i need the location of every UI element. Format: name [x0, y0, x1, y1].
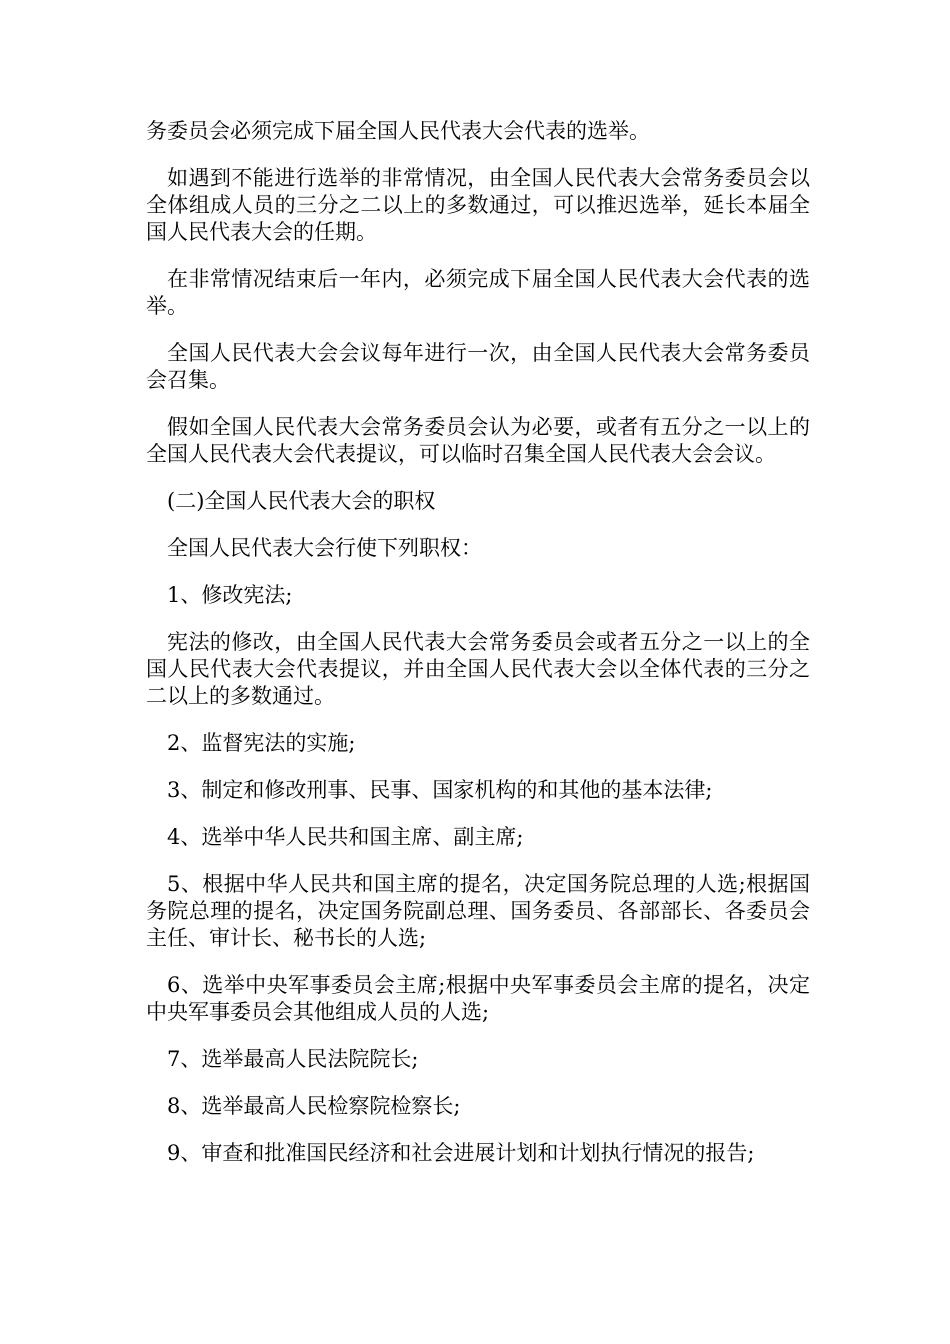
document-page — [146, 118, 810, 1187]
list-item-3: 3、制定和修改刑事、民事、国家机构的和其他的基本法律; — [167, 778, 713, 802]
paragraph-annual-session: 全国人民代表大会会议每年进行一次，由全国人民代表大会常务委员会召集。 — [146, 341, 810, 392]
list-item-2: 2、监督宪法的实施; — [167, 731, 356, 755]
list-item-4: 4、选举中华人民共和国主席、副主席; — [167, 825, 524, 849]
list-item-9: 9、审查和批准国民经济和社会进展计划和计划执行情况的报告; — [167, 1141, 755, 1165]
paragraph-election-deadline: 务委员会必须完成下届全国人民代表大会代表的选举。 — [146, 119, 650, 143]
list-item-1: 1、修改宪法; — [167, 583, 293, 607]
paragraph-postpone-election: 如遇到不能进行选举的非常情况，由全国人民代表大会常务委员会以全体组成人员的三分之二以上的多数通过，可以推迟选举，延长本届全国人民代表大会的任期。 — [146, 166, 810, 244]
list-item-6: 6、选举中央军事委员会主席;根据中央军事委员会主席的提名，决定中央军事委员会其他组成人员的人选; — [146, 973, 810, 1024]
paragraph-amendment: 宪法的修改，由全国人民代表大会常务委员会或者五分之一以上的全国人民代表大会代表提议，并由全国人民代表大会以全体代表的三分之二以上的多数通过。 — [146, 630, 810, 708]
paragraph-after-emergency: 在非常情况结束后一年内，必须完成下届全国人民代表大会代表的选举。 — [146, 267, 810, 318]
paragraph-powers-intro: 全国人民代表大会行使下列职权： — [167, 536, 482, 560]
list-item-5: 5、根据中华人民共和国主席的提名，决定国务院总理的人选;根据国务院总理的提名，决定国务院副总理、国务委员、各部部长、各委员会主任、审计长、秘书长的人选; — [146, 872, 810, 950]
list-item-8: 8、选举最高人民检察院检察长; — [167, 1094, 461, 1118]
list-item-7: 7、选举最高人民法院院长; — [167, 1047, 419, 1071]
section-heading-powers: (二)全国人民代表大会的职权 — [167, 489, 436, 513]
paragraph-special-session: 假如全国人民代表大会常务委员会认为必要，或者有五分之一以上的全国人民代表大会代表提议，可以临时召集全国人民代表大会会议。 — [146, 415, 810, 466]
